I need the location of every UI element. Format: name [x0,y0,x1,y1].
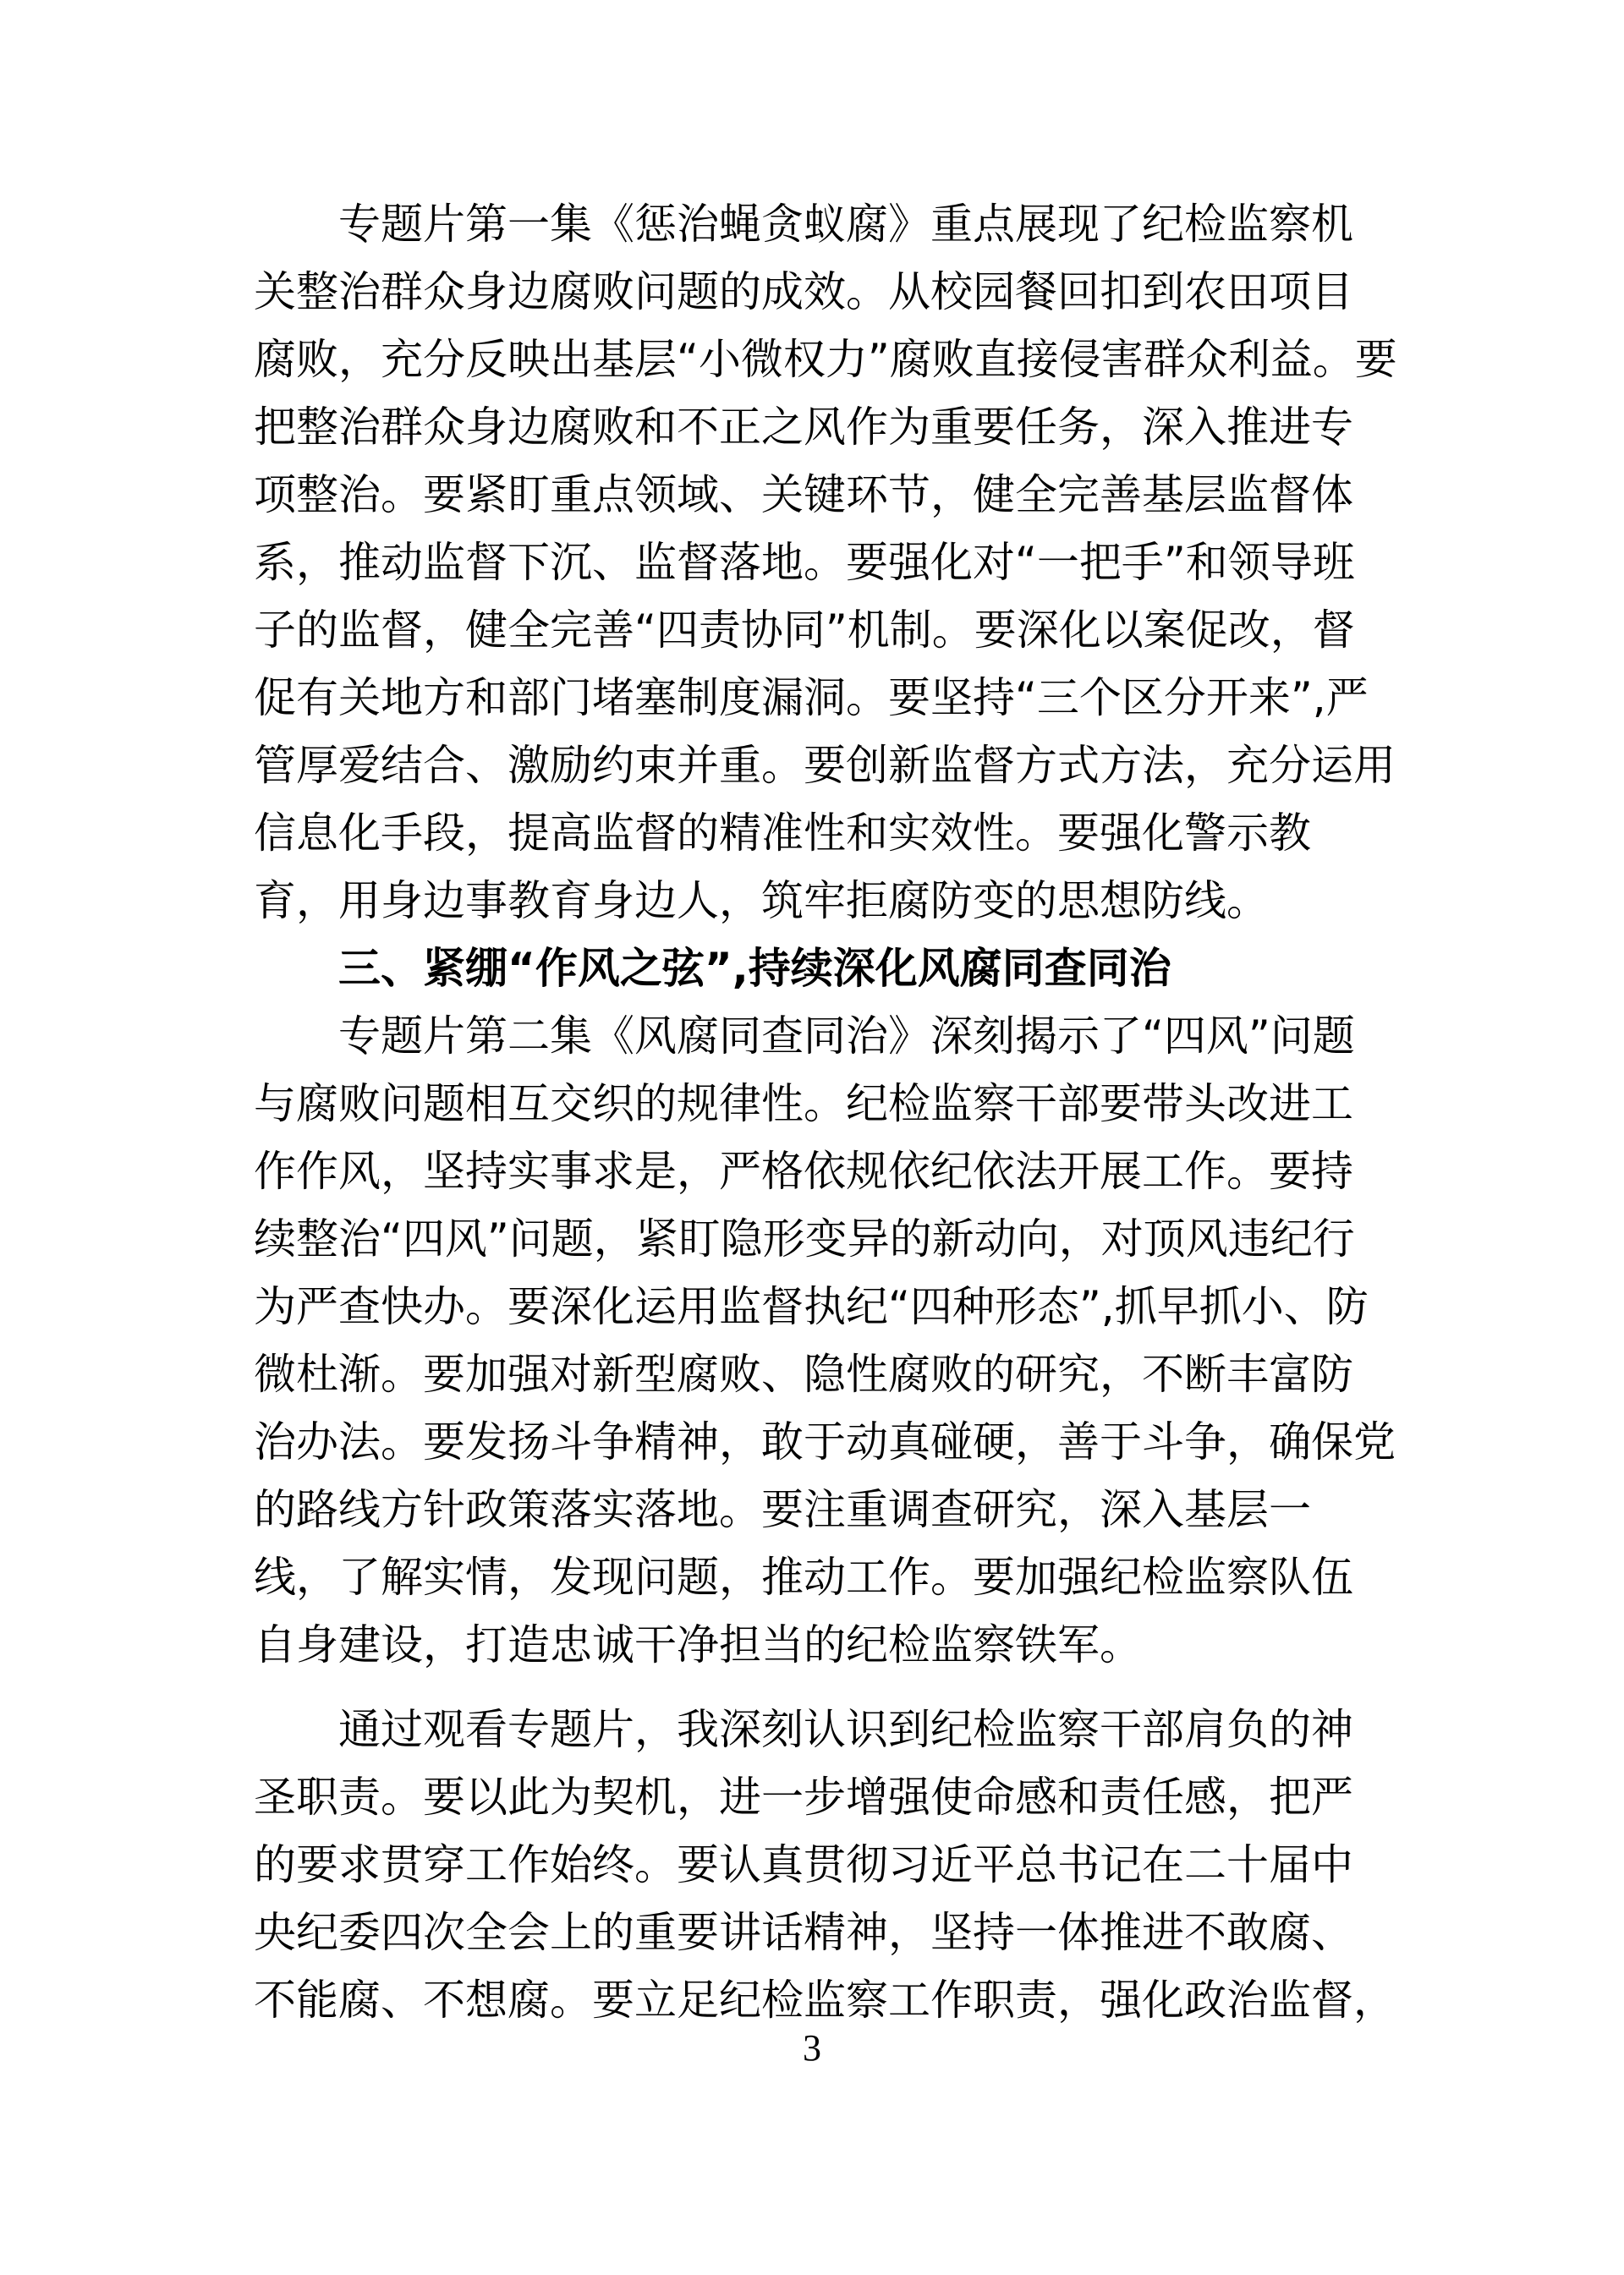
page-number: 3 [803,2027,821,2069]
paragraph-2-line-10: 自身建设，打造忠诚干净担当的纪检监察铁军。 [254,1620,1142,1669]
paragraph-2-line-7: 治办法。要发扬斗争精神，敢于动真碰硬，善于斗争，确保党 [254,1417,1396,1466]
paragraph-3-line-5: 不能腐、不想腐。要立足纪检监察工作职责，强化政治监督， [254,1976,1396,2025]
paragraph-1-line-5: 项整治。要紧盯重点领域、关键环节，健全完善基层监督体 [254,470,1353,519]
paragraph-1-line-9: 管厚爱结合、激励约束并重。要创新监督方式方法，充分运用 [254,741,1396,790]
paragraph-1-line-1: 专题片第一集《惩治蝇贪蚁腐》重点展现了纪检监察机 [338,200,1353,249]
paragraph-2-line-3: 作作风，坚持实事求是，严格依规依纪依法开展工作。要持 [254,1147,1353,1196]
paragraph-1-line-7: 子的监督，健全完善“四责协同”机制。要深化以案促改，督 [254,606,1355,655]
paragraph-3-line-2: 圣职责。要以此为契机，进一步增强使命感和责任感，把严 [254,1773,1353,1822]
paragraph-2-line-6: 微杜渐。要加强对新型腐败、隐性腐败的研究，不断丰富防 [254,1350,1353,1399]
paragraph-2-line-4: 续整治“四风”问题，紧盯隐形变异的新动向，对顶风违纪行 [254,1214,1355,1264]
paragraph-1-line-3: 腐败，充分反映出基层“小微权力”腐败直接侵害群众利益。要 [254,335,1397,384]
section-heading: 三、紧绷“作风之弦”,持续深化风腐同查同治 [338,944,1171,993]
paragraph-1-line-4: 把整治群众身边腐败和不正之风作为重要任务，深入推进专 [254,403,1353,452]
paragraph-3-line-3: 的要求贯穿工作始终。要认真贯彻习近平总书记在二十届中 [254,1840,1353,1889]
paragraph-3-line-4: 央纪委四次全会上的重要讲话精神，坚持一体推进不敢腐、 [254,1908,1353,1957]
paragraph-2-line-1: 专题片第二集《风腐同查同治》深刻揭示了“四风”问题 [338,1011,1355,1061]
paragraph-2-line-2: 与腐败问题相互交织的规律性。纪检监察干部要带头改进工 [254,1079,1353,1128]
paragraph-2-line-9: 线，了解实情，发现问题，推动工作。要加强纪检监察队伍 [254,1553,1353,1602]
paragraph-3-line-1: 通过观看专题片，我深刻认识到纪检监察干部肩负的神 [338,1705,1353,1754]
paragraph-1-line-6: 系，推动监督下沉、监督落地。要强化对“一把手”和领导班 [254,538,1355,587]
paragraph-1-line-8: 促有关地方和部门堵塞制度漏洞。要坚持“三个区分开来”,严 [254,673,1369,722]
paragraph-1-line-10: 信息化手段，提高监督的精准性和实效性。要强化警示教 [254,809,1311,858]
paragraph-1-line-2: 关整治群众身边腐败问题的成效。从校园餐回扣到农田项目 [254,267,1353,316]
paragraph-1-line-11: 育，用身边事教育身边人，筑牢拒腐防变的思想防线。 [254,876,1269,925]
paragraph-2-line-5: 为严查快办。要深化运用监督执纪“四种形态”,抓早抓小、防 [254,1282,1369,1331]
paragraph-2-line-8: 的路线方针政策落实落地。要注重调查研究，深入基层一 [254,1485,1311,1534]
